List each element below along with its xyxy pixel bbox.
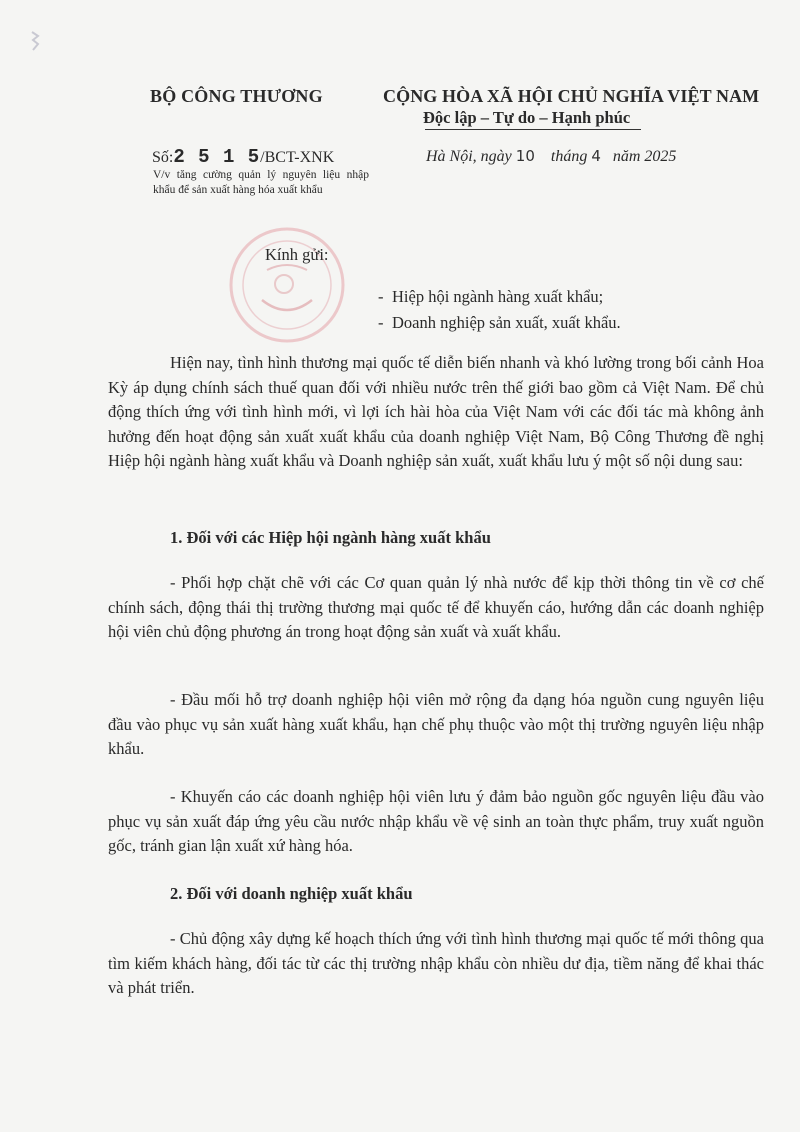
- section-1-item: - Đầu mối hỗ trợ doanh nghiệp hội viên mở rộng đa dạng hóa nguồn cung nguyên liệu đầu vào phục vụ sản xuất hàng xuất khẩu, hạn chế phụ thuộc vào một thị trường nguyên liệu nhập khẩu.: [108, 690, 764, 758]
- document-subject: V/v tăng cường quản lý nguyên liệu nhập khẩu để sản xuất hàng hóa xuất khẩu: [153, 169, 369, 196]
- date-month: 4: [591, 147, 601, 165]
- addressee-label: Kính gửi:: [265, 245, 329, 264]
- received-stamp: [222, 220, 352, 350]
- recipient-item: - Doanh nghiệp sản xuất, xuất khẩu.: [378, 313, 621, 332]
- document-number-value: 2 5 1 5: [173, 146, 261, 168]
- section-2-item: - Chủ động xây dựng kế hoạch thích ứng với tình hình thương mại quốc tế mới thông qua tìm kiếm khách hàng, đối tác từ các thị trường nhập khẩu còn nhiều dư địa, tiềm năng để khai thác và phát triển.: [108, 929, 764, 997]
- scan-mark: [30, 30, 40, 52]
- issuing-agency: BỘ CÔNG THƯƠNG: [150, 86, 323, 106]
- national-motto: Độc lập – Tự do – Hạnh phúc: [423, 108, 631, 127]
- document-number-suffix: /BCT-XNK: [260, 149, 335, 166]
- recipient-item: - Hiệp hội ngành hàng xuất khẩu;: [378, 287, 604, 306]
- document-number-prefix: Số:: [152, 149, 174, 166]
- date-month-label: tháng: [550, 148, 588, 165]
- recipient-text: Hiệp hội ngành hàng xuất khẩu;: [392, 287, 604, 306]
- intro-paragraph: Hiện nay, tình hình thương mại quốc tế diễn biến nhanh và khó lường trong bối cảnh Hoa Kỳ áp dụng chính sách thuế quan đối với nhiều nước trên thế giới bao gồm cả Việt Nam. Để chủ động thích ứng với tình hình mới, vì lợi ích hài hòa của Việt Nam với các đối tác mà không ảnh hưởng đến hoạt động sản xuất xuất khẩu của doanh nghiệp Việt Nam, Bộ Công Thương đề nghị Hiệp hội ngành hàng xuất khẩu và Doanh nghiệp sản xuất, xuất khẩu lưu ý một số nội dung sau:: [108, 353, 764, 470]
- section-2-heading: 2. Đối với doanh nghiệp xuất khẩu: [170, 884, 413, 903]
- date-prefix: Hà Nội, ngày: [426, 148, 512, 165]
- section-1-item: - Phối hợp chặt chẽ với các Cơ quan quản lý nhà nước để kịp thời thông tin về cơ chế chính sách, động thái thị trường thương mại quốc tế để khuyến cáo, hướng dẫn các doanh nghiệp hội viên chủ động phương án trong hoạt động sản xuất và xuất khẩu.: [108, 573, 764, 641]
- date-day: 10: [515, 147, 535, 165]
- national-title: CỘNG HÒA XÃ HỘI CHỦ NGHĨA VIỆT NAM: [383, 86, 760, 106]
- date-year: năm 2025: [612, 148, 677, 165]
- recipient-text: Doanh nghiệp sản xuất, xuất khẩu.: [392, 313, 621, 332]
- section-1-item: - Khuyến cáo các doanh nghiệp hội viên lưu ý đảm bảo nguồn gốc nguyên liệu đầu vào phục vụ sản xuất đáp ứng yêu cầu nước nhập khẩu về vệ sinh an toàn thực phẩm, truy xuất nguồn gốc, tránh gian lận xuất xứ hàng hóa.: [108, 787, 764, 855]
- document-date: [426, 147, 676, 166]
- motto-underline: [425, 129, 641, 130]
- document-number: [152, 146, 334, 168]
- section-1-heading: 1. Đối với các Hiệp hội ngành hàng xuất khẩu: [170, 528, 491, 547]
